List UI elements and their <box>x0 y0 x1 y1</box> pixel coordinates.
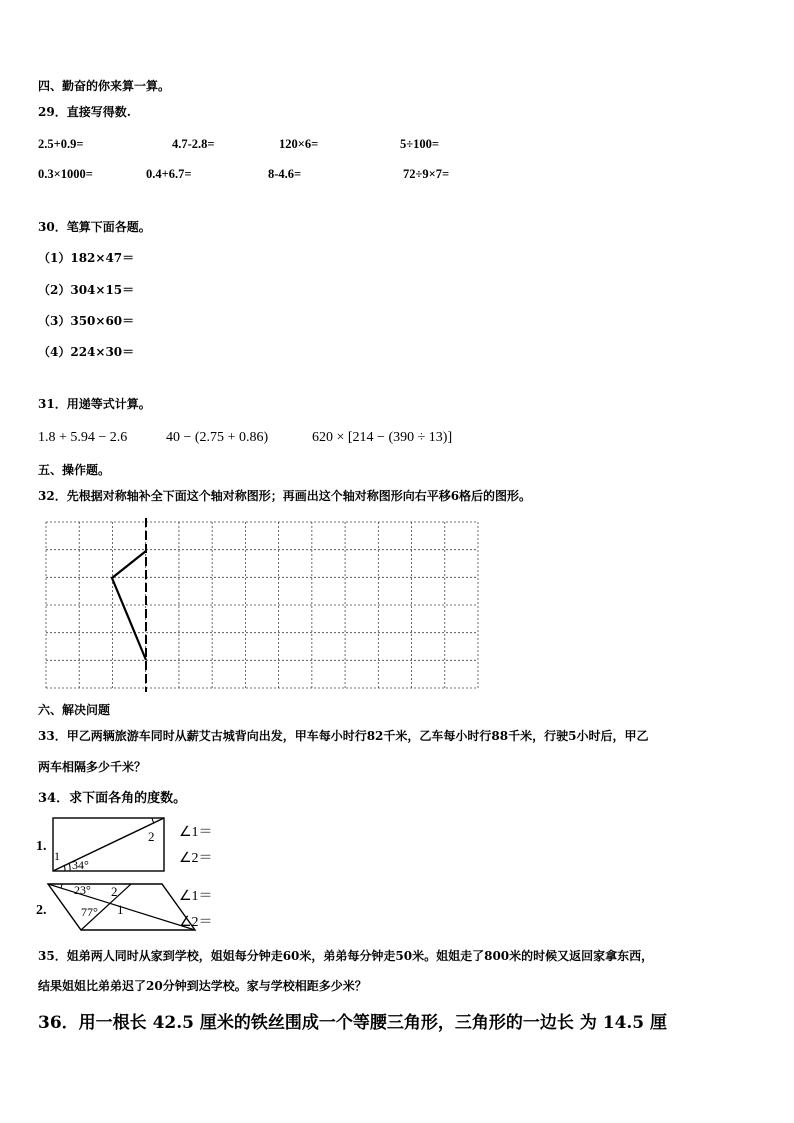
fig2-number: 2. <box>36 903 47 918</box>
fig1-angle-1-label: 1 <box>54 849 60 863</box>
q33-line: 33．甲乙两辆旅游车同时从薪艾古城背向出发，甲车每小时行82千米，乙车每小时行88千米，行驶5小时后，甲乙 <box>38 729 649 743</box>
section6-heading: 六、解决问题 <box>38 703 111 717</box>
fig2-answer-1: ∠1＝ <box>179 889 213 904</box>
q36-text: 36．用一根长 42.5 厘米的铁丝围成一个等腰三角形，三角形的一边长 为 14.5 厘 <box>38 1013 668 1033</box>
q30-item: （4）224×30＝ <box>38 345 135 359</box>
fig1-answer-1: ∠1＝ <box>179 825 213 840</box>
q34-figure-2 <box>34 878 234 934</box>
fig2-answer-2: ∠2＝ <box>179 915 213 930</box>
q31-expression: 40 − (2.75 + 0.86) <box>166 430 269 445</box>
fig2-angle-77: 77° <box>81 905 98 919</box>
q31-title: 31．用递等式计算。 <box>38 397 151 411</box>
section5-heading: 五、操作题。 <box>38 463 111 477</box>
fig1-answer-2: ∠2＝ <box>179 851 213 866</box>
q35-line: 35．姐弟两人同时从家到学校，姐姐每分钟走60米，弟弟每分钟走50米。姐姐走了800米的时候又返回家拿东西， <box>38 949 654 963</box>
q31-expression: 620 × [214 − (390 ÷ 13)] <box>312 430 453 445</box>
fig2-angle-23: 23° <box>74 883 91 897</box>
q30-title: 30．笔算下面各题。 <box>38 220 151 234</box>
q32-title: 32．先根据对称轴补全下面这个轴对称图形；再画出这个轴对称图形向右平移6格后的图形。 <box>38 489 532 503</box>
q31-expression: 1.8 + 5.94 − 2.6 <box>38 430 128 445</box>
fig2-angle-2-label: 2 <box>111 884 118 899</box>
fig1-angle-2-label: 2 <box>148 829 155 844</box>
q29-item: 120×6= <box>279 137 319 151</box>
q29-item: 8-4.6= <box>268 167 302 181</box>
fig2-angle-1-label: 1 <box>117 902 124 917</box>
q34-figure-1 <box>34 814 234 876</box>
grid-lines <box>46 522 478 688</box>
q29-item: 72÷9×7= <box>403 167 450 181</box>
fig1-number: 1. <box>36 839 47 854</box>
q29-item: 4.7-2.8= <box>172 137 215 151</box>
q34-title: 34．求下面各角的度数。 <box>38 791 187 806</box>
q29-item: 5÷100= <box>400 137 439 151</box>
q35-line: 结果姐姐比弟弟迟了20分钟到达学校。家与学校相距多少米？ <box>38 979 367 993</box>
symmetry-grid <box>40 518 482 694</box>
q33-line: 两车相隔多少千米？ <box>38 760 147 774</box>
fig1-angle-34: 34° <box>72 858 89 872</box>
q29-item: 2.5+0.9= <box>38 137 84 151</box>
half-figure <box>112 551 146 660</box>
q29-item: 0.3×1000= <box>38 167 93 181</box>
q30-item: （3）350×60＝ <box>38 314 135 328</box>
q30-item: （2）304×15＝ <box>38 283 135 297</box>
q30-item: （1）182×47＝ <box>38 251 135 265</box>
q29-item: 0.4+6.7= <box>146 167 192 181</box>
q29-title: 29．直接写得数. <box>38 105 131 119</box>
section4-heading: 四、勤奋的你来算一算。 <box>38 79 171 93</box>
